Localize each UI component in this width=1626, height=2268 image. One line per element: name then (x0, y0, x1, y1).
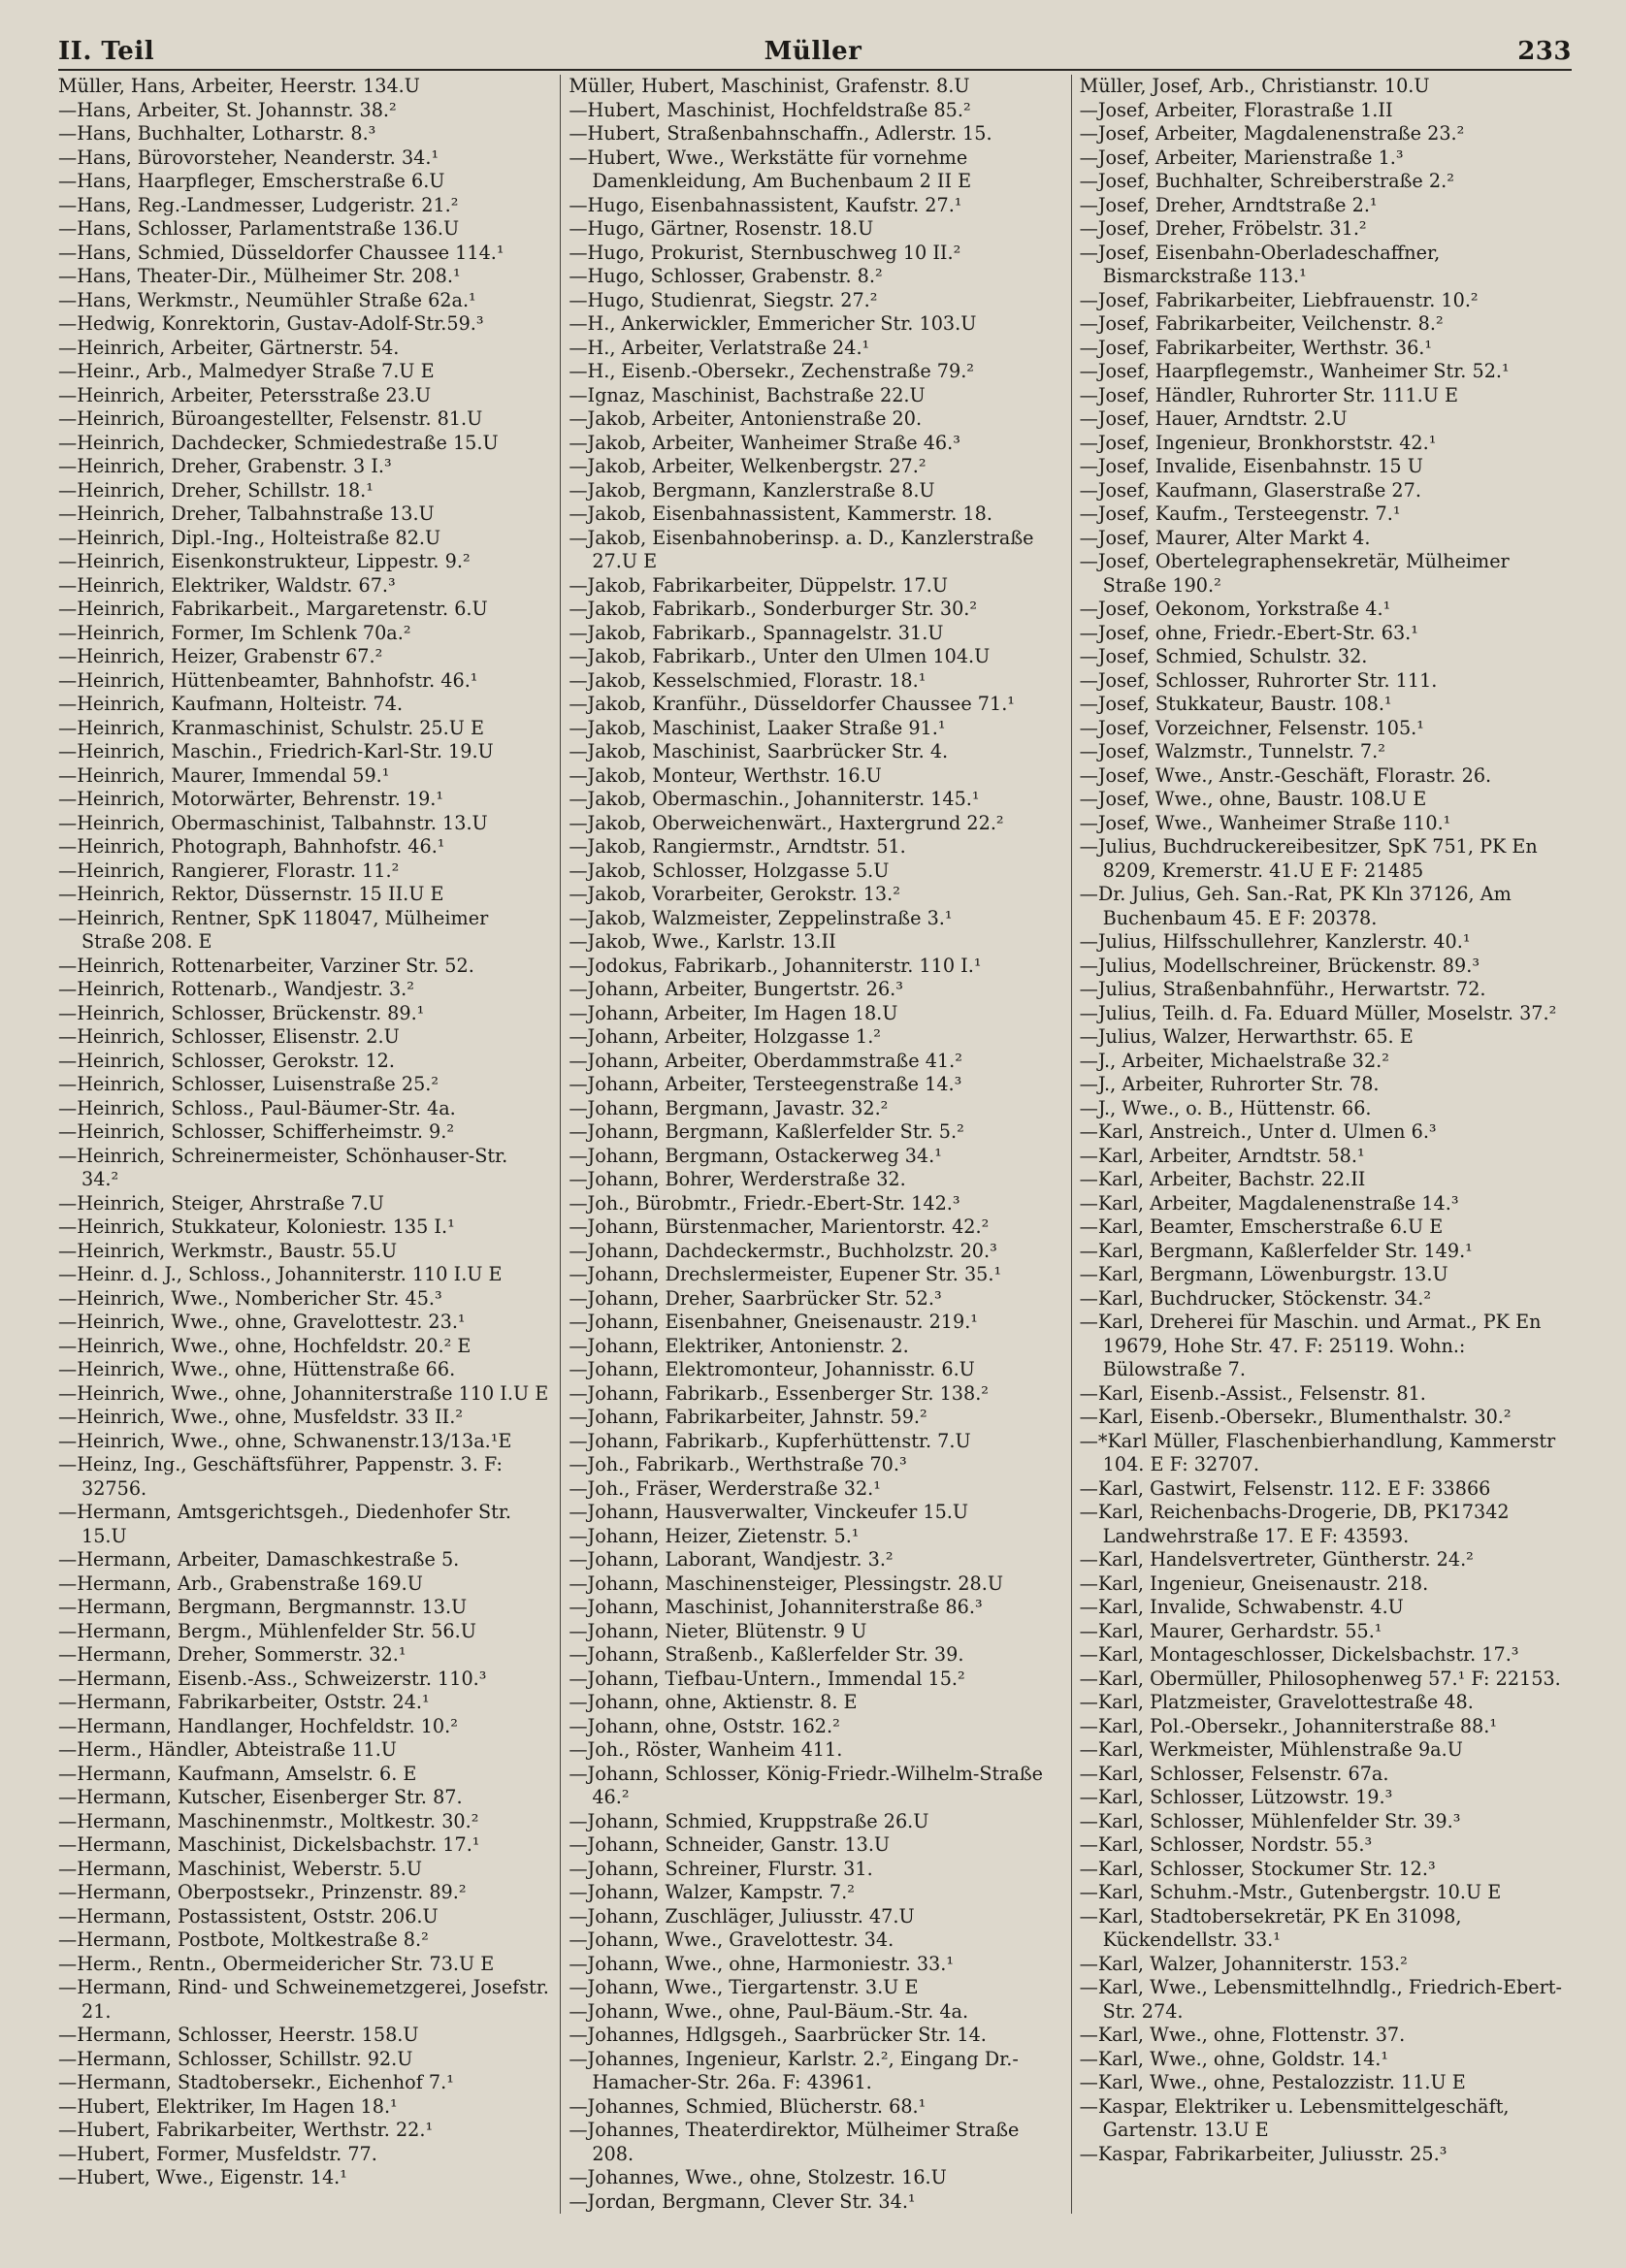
directory-entry: —Jakob, Fabrikarb., Unter den Ulmen 104.U (569, 645, 991, 667)
directory-entry: —Heinrich, Wwe., ohne, Gravelottestr. 23.¹ (58, 1311, 466, 1333)
directory-entry: —Karl, Schlosser, Mühlenfelder Str. 39.³ (1079, 1809, 1461, 1832)
directory-entry: —Heinrich, Wwe., ohne, Johanniterstraße 110 I.U E (58, 1381, 549, 1405)
directory-entry: —Hans, Haarpfleger, Emscherstraße 6.U (58, 170, 445, 192)
directory-entry: —Johann, ohne, Aktienstr. 8. E (569, 1691, 858, 1713)
directory-entry: —Heinrich, Arbeiter, Petersstraße 23.U (58, 383, 432, 406)
directory-entry: —Josef, Ingenieur, Bronkhorststr. 42.¹ (1079, 431, 1437, 454)
directory-entry: —Jakob, Fabrikarb., Sonderburger Str. 30.² (569, 598, 978, 620)
directory-entry: —Heinrich, Wwe., Nombericher Str. 45.³ (58, 1286, 442, 1310)
directory-entry: —Heinrich, Dachdecker, Schmiedestraße 15.U (58, 431, 499, 454)
directory-entry: —Hans, Reg.-Landmesser, Ludgeristr. 21.² (58, 193, 459, 216)
directory-entry: —Heinrich, Dreher, Grabenstr. 3 I.³ (58, 455, 392, 477)
directory-entry: —Karl, Schlosser, Stockumer Str. 12.³ (1079, 1857, 1436, 1880)
directory-entry: —H., Ankerwickler, Emmericher Str. 103.U (569, 312, 977, 335)
directory-entry: —Jakob, Rangiermstr., Arndtstr. 51. (569, 835, 906, 858)
directory-entry: —Johann, Wwe., Gravelottestr. 34. (569, 1928, 894, 1951)
directory-entry: —Hugo, Schlosser, Grabenstr. 8.² (569, 265, 883, 287)
directory-entry: —Johann, Fabrikarb., Essenberger Str. 138.² (569, 1381, 989, 1405)
directory-entry: —Karl, Schlosser, Nordstr. 55.³ (1079, 1833, 1373, 1856)
directory-entry: —Karl, Stadtobersekretär, PK En 31098, Kückendellstr. 33.¹ (1079, 1904, 1462, 1951)
directory-entry: Müller, Hans, Arbeiter, Heerstr. 134.U (58, 75, 420, 97)
directory-entry: —Johann, Elektromonteur, Johannisstr. 6.U (569, 1358, 975, 1380)
directory-entry: —Josef, Obertelegraphensekretär, Mülheimer Straße 190.² (1079, 550, 1510, 597)
column-right (1071, 75, 1572, 2214)
directory-entry: —Johann, Fabrikarb., Kupferhüttenstr. 7.U (569, 1429, 971, 1452)
directory-entry: —Hermann, Fabrikarbeiter, Oststr. 24.¹ (58, 1691, 430, 1713)
directory-entry: —Karl, Bergmann, Löwenburgstr. 13.U (1079, 1263, 1448, 1285)
directory-entry: —Josef, Fabrikarbeiter, Liebfrauenstr. 10.² (1079, 288, 1479, 311)
directory-entry: —Josef, Arbeiter, Marienstraße 1.³ (1079, 146, 1404, 169)
directory-entry: —Johann, Maschinist, Johanniterstraße 86.³ (569, 1596, 983, 1618)
directory-entry: —Hans, Arbeiter, St. Johannstr. 38.² (58, 98, 397, 121)
directory-entry: —Heinrich, Kranmaschinist, Schulstr. 25.U E (58, 716, 485, 739)
directory-entry: —Hermann, Arbeiter, Damaschkestraße 5. (58, 1548, 460, 1571)
directory-entry: —Heinz, Ing., Geschäftsführer, Pappenstr. 3. F: 32756. (58, 1453, 504, 1500)
directory-entry: —Johann, Drechslermeister, Eupener Str. 35.¹ (569, 1263, 1002, 1285)
directory-entry: —Heinrich, Schlosser, Schifferheimstr. 9.² (58, 1120, 455, 1143)
directory-entry: —Josef, Händler, Ruhrorter Str. 111.U E (1079, 383, 1458, 406)
directory-entry: —Heinrich, Schlosser, Elisenstr. 2.U (58, 1025, 400, 1048)
directory-entry: —Hermann, Kaufmann, Amselstr. 6. E (58, 1762, 417, 1785)
directory-entry: —Heinrich, Schlosser, Gerokstr. 12. (58, 1049, 395, 1072)
directory-entry: —Karl, Obermüller, Philosophenweg 57.¹ F: 22153. (1079, 1667, 1561, 1690)
directory-entry: —Josef, Dreher, Fröbelstr. 31.² (1079, 217, 1367, 240)
directory-entry: —Heinr. d. J., Schloss., Johanniterstr. 110 I.U E (58, 1263, 503, 1285)
directory-entry: —Heinrich, Wwe., ohne, Hochfeldstr. 20.² E (58, 1334, 472, 1357)
directory-entry: —Karl, Werkmeister, Mühlenstraße 9a.U (1079, 1738, 1463, 1761)
directory-entry: —Heinrich, Motorwärter, Behrenstr. 19.¹ (58, 788, 444, 810)
directory-entry: —J., Wwe., o. B., Hüttenstr. 66. (1079, 1096, 1372, 1119)
directory-entry: —Hubert, Straßenbahnschaffn., Adlerstr. 15. (569, 122, 992, 145)
directory-entry: —Heinrich, Eisenkonstrukteur, Lippestr. 9.² (58, 550, 471, 572)
directory-entry: —Hermann, Dreher, Sommerstr. 32.¹ (58, 1643, 406, 1666)
directory-entry: —Johann, Wwe., ohne, Paul-Bäum.-Str. 4a. (569, 1999, 969, 2023)
directory-entry: —Hermann, Handlanger, Hochfeldstr. 10.² (58, 1714, 458, 1737)
directory-entry: —Karl, Eisenb.-Assist., Felsenstr. 81. (1079, 1381, 1426, 1405)
directory-entry: —Hubert, Fabrikarbeiter, Werthstr. 22.¹ (58, 2119, 434, 2141)
directory-entry: —Heinrich, Schlosser, Brückenstr. 89.¹ (58, 1001, 425, 1024)
directory-entry: —Hermann, Rind- und Schweinemetzgerei, Josefstr. 21. (58, 1976, 549, 2023)
directory-entry: —Karl, Schlosser, Lützowstr. 19.³ (1079, 1786, 1393, 1808)
column-middle (560, 75, 1060, 2214)
page-title: Müller (764, 37, 862, 66)
column-left (58, 75, 550, 2214)
directory-entry: —Josef, Schmied, Schulstr. 32. (1079, 645, 1368, 667)
directory-entry: —Johann, Schlosser, König-Friedr.-Wilhelm-Straße 46.² (569, 1762, 1044, 1808)
directory-entry: —Heinrich, Werkmstr., Baustr. 55.U (58, 1239, 398, 1262)
directory-entry: —Karl, Arbeiter, Magdalenenstraße 14.³ (1079, 1191, 1459, 1215)
directory-entry: —Herm., Händler, Abteistraße 11.U (58, 1738, 397, 1761)
directory-entry: —Karl, Platzmeister, Gravelottestraße 48. (1079, 1691, 1474, 1713)
directory-entry: —Jakob, Oberweichenwärt., Haxtergrund 22.² (569, 811, 1004, 834)
directory-entry: —Karl, Wwe., Lebensmittelhndlg., Friedrich-Ebert-Str. 274. (1079, 1976, 1562, 2023)
directory-entry: —Johann, Bergmann, Javastr. 32.² (569, 1096, 889, 1119)
page-number: 233 (1517, 37, 1572, 66)
directory-entry: —Johann, Schneider, Ganstr. 13.U (569, 1833, 891, 1856)
directory-entry: —Johann, Nieter, Blütenstr. 9 U (569, 1619, 867, 1642)
directory-entry: —Karl, Wwe., ohne, Flottenstr. 37. (1079, 2024, 1406, 2046)
directory-entry: —Hermann, Stadtobersekr., Eichenhof 7.¹ (58, 2071, 454, 2093)
directory-entry: —Johann, Fabrikarbeiter, Jahnstr. 59.² (569, 1406, 927, 1428)
directory-entry: —Karl, Arbeiter, Arndtstr. 58.¹ (1079, 1144, 1365, 1167)
directory-entry: —Jakob, Arbeiter, Antonienstraße 20. (569, 407, 923, 430)
directory-entry: —Johann, Laborant, Wandjestr. 3.² (569, 1548, 894, 1571)
directory-entry: —Johann, Maschinensteiger, Plessingstr. 28.U (569, 1571, 1004, 1595)
directory-entry: —Johann, Wwe., ohne, Harmoniestr. 33.¹ (569, 1952, 955, 1975)
directory-entry: —Herm., Rentn., Obermeidericher Str. 73.U E (58, 1952, 495, 1975)
directory-entry: —Karl, Reichenbachs-Drogerie, DB, PK17342 Landwehrstraße 17. E F: 43593. (1079, 1501, 1510, 1547)
directory-entry: —Karl, Maurer, Gerhardstr. 55.¹ (1079, 1619, 1382, 1642)
directory-entry: —Karl, Invalide, Schwabenstr. 4.U (1079, 1596, 1404, 1618)
directory-entry: —Jakob, Walzmeister, Zeppelinstraße 3.¹ (569, 906, 953, 929)
directory-entry: —Heinrich, Dreher, Talbahnstraße 13.U (58, 502, 435, 525)
directory-entry: —Jakob, Eisenbahnoberinsp. a. D., Kanzlerstraße 27.U E (569, 526, 1034, 572)
directory-entry: —Heinrich, Former, Im Schlenk 70a.² (58, 621, 411, 644)
directory-entry: —Ignaz, Maschinist, Bachstraße 22.U (569, 383, 926, 406)
directory-entry: —Karl, Dreherei für Maschin. und Armat., PK En 19679, Hohe Str. 47. F: 25119. Wohn.: Bülowstraße 7. (1079, 1311, 1542, 1380)
directory-entry: —Karl, Handelsvertreter, Güntherstr. 24.² (1079, 1548, 1474, 1571)
directory-entry: —Johann, Arbeiter, Oberdammstraße 41.² (569, 1049, 962, 1072)
directory-entry: —Josef, Arbeiter, Florastraße 1.II (1079, 98, 1393, 121)
directory-entry: —Hugo, Prokurist, Sternbuschweg 10 II.² (569, 241, 961, 264)
directory-entry: —*Karl Müller, Flaschenbierhandlung, Kammerstr 104. E F: 32707. (1079, 1429, 1556, 1475)
directory-entry: —Heinrich, Rektor, Düssernstr. 15 II.U E (58, 883, 444, 905)
directory-entry: —Jakob, Arbeiter, Welkenbergstr. 27.² (569, 455, 927, 477)
directory-entry: —Karl, Wwe., ohne, Pestalozzistr. 11.U E (1079, 2071, 1466, 2093)
directory-entry: —Hans, Werkmstr., Neumühler Straße 62a.¹ (58, 288, 476, 311)
directory-entry: —Julius, Walzer, Herwarthstr. 65. E (1079, 1025, 1414, 1048)
directory-entry: —Karl, Anstreich., Unter d. Ulmen 6.³ (1079, 1120, 1437, 1143)
directory-entry: —Johann, Arbeiter, Im Hagen 18.U (569, 1001, 898, 1024)
directory-entry: —Hermann, Schlosser, Schillstr. 92.U (58, 2047, 413, 2070)
directory-entry: —Jakob, Monteur, Werthstr. 16.U (569, 763, 882, 787)
directory-entry: —Heinrich, Rottenarb., Wandjestr. 3.² (58, 978, 414, 1000)
directory-entry: —Heinrich, Stukkateur, Koloniestr. 135 I.¹ (58, 1215, 455, 1238)
directory-entry: —Heinrich, Wwe., ohne, Musfeldstr. 33 II.² (58, 1406, 464, 1428)
directory-entry: —Jakob, Fabrikarb., Spannagelstr. 31.U (569, 621, 944, 644)
directory-entry: —Heinrich, Arbeiter, Gärtnerstr. 54. (58, 336, 400, 359)
directory-entry: —Jakob, Arbeiter, Wanheimer Straße 46.³ (569, 431, 960, 454)
directory-entry: —Jakob, Schlosser, Holzgasse 5.U (569, 859, 890, 882)
directory-entry: —Jakob, Maschinist, Laaker Straße 91.¹ (569, 716, 946, 739)
directory-entry: —Johannes, Theaterdirektor, Mülheimer Straße 208. (569, 2119, 1020, 2165)
directory-entry: —Jakob, Fabrikarbeiter, Düppelstr. 17.U (569, 573, 948, 597)
directory-entry: —Josef, Stukkateur, Baustr. 108.¹ (1079, 693, 1392, 715)
directory-entry: —Kaspar, Fabrikarbeiter, Juliusstr. 25.³ (1079, 2142, 1447, 2165)
directory-entry: —Johannes, Wwe., ohne, Stolzestr. 16.U (569, 2166, 947, 2188)
directory-entry: —Johann, Wwe., Tiergartenstr. 3.U E (569, 1976, 919, 1998)
directory-entry: —Jakob, Vorarbeiter, Gerokstr. 13.² (569, 883, 900, 905)
directory-entry: —Julius, Teilh. d. Fa. Eduard Müller, Moselstr. 37.² (1079, 1001, 1557, 1024)
directory-entry: —Heinrich, Steiger, Ahrstraße 7.U (58, 1191, 384, 1215)
directory-entry: —Heinrich, Schloss., Paul-Bäumer-Str. 4a. (58, 1096, 456, 1119)
directory-entry: —Jakob, Kesselschmied, Florastr. 18.¹ (569, 668, 927, 692)
directory-entry: —Heinrich, Rangierer, Florastr. 11.² (58, 859, 400, 882)
directory-entry: —Josef, Walzmstr., Tunnelstr. 7.² (1079, 740, 1385, 762)
directory-entry: —Karl, Gastwirt, Felsenstr. 112. E F: 33866 (1079, 1476, 1491, 1500)
directory-entry: —Karl, Bergmann, Kaßlerfelder Str. 149.¹ (1079, 1239, 1473, 1262)
directory-entry: —Heinrich, Heizer, Grabenstr 67.² (58, 645, 383, 667)
directory-entry: —Heinrich, Maschin., Friedrich-Karl-Str. 19.U (58, 740, 494, 762)
directory-entry: —Hermann, Bergmann, Bergmannstr. 13.U (58, 1596, 468, 1618)
directory-entry: —Karl, Montageschlosser, Dickelsbachstr. 17.³ (1079, 1643, 1519, 1666)
directory-entry: —Josef, Wwe., Wanheimer Straße 110.¹ (1079, 811, 1451, 834)
directory-entry: —Hermann, Bergm., Mühlenfelder Str. 56.U (58, 1619, 476, 1642)
directory-entry: —Johann, Bürstenmacher, Marientorstr. 42.² (569, 1215, 990, 1238)
entry-columns (58, 75, 1572, 2214)
directory-entry: —Johann, Tiefbau-Untern., Immendal 15.² (569, 1667, 965, 1690)
directory-entry: —Heinrich, Wwe., ohne, Schwanenstr.13/13a.¹E (58, 1429, 512, 1452)
directory-entry: —Johann, Dreher, Saarbrücker Str. 52.³ (569, 1286, 942, 1310)
directory-entry: —Heinrich, Hüttenbeamter, Bahnhofstr. 46.¹ (58, 668, 478, 692)
directory-entry: —Hermann, Schlosser, Heerstr. 158.U (58, 2024, 419, 2046)
directory-entry: —Joh., Röster, Wanheim 411. (569, 1738, 843, 1761)
directory-entry: —Heinrich, Maurer, Immendal 59.¹ (58, 763, 390, 787)
directory-entry: —Hubert, Elektriker, Im Hagen 18.¹ (58, 2094, 398, 2118)
directory-entry: —Karl, Ingenieur, Gneisenaustr. 218. (1079, 1571, 1429, 1595)
directory-entry: —Josef, Invalide, Eisenbahnstr. 15 U (1079, 455, 1423, 477)
directory-entry: —Johann, Straßenb., Kaßlerfelder Str. 39. (569, 1643, 964, 1666)
directory-entry: —Hermann, Eisenb.-Ass., Schweizerstr. 110.³ (58, 1667, 487, 1690)
directory-entry: —Heinrich, Elektriker, Waldstr. 67.³ (58, 573, 396, 597)
directory-entry: —Johann, Hausverwalter, Vinckeufer 15.U (569, 1501, 969, 1523)
directory-entry: —Johann, Dachdeckermstr., Buchholzstr. 20.³ (569, 1239, 997, 1262)
directory-entry: —Joh., Fabrikarb., Werthstraße 70.³ (569, 1453, 907, 1475)
directory-entry: —Hans, Bürovorsteher, Neanderstr. 34.¹ (58, 146, 439, 169)
directory-entry: —Karl, Eisenb.-Obersekr., Blumenthalstr. 30.² (1079, 1406, 1512, 1428)
directory-entry: —Kaspar, Elektriker u. Lebensmittelgeschäft, Gartenstr. 13.U E (1079, 2094, 1510, 2141)
directory-entry: —Johann, Eisenbahner, Gneisenaustr. 219.¹ (569, 1311, 978, 1333)
directory-entry: —Josef, Eisenbahn-Oberladeschaffner, Bismarckstraße 113.¹ (1079, 241, 1441, 287)
directory-entry: —Josef, Haarpflegemstr., Wanheimer Str. 52.¹ (1079, 360, 1510, 382)
directory-entry: —Hermann, Maschinist, Weberstr. 5.U (58, 1857, 423, 1880)
directory-entry: —Hubert, Wwe., Werkstätte für vornehme Damenkleidung, Am Buchenbaum 2 II E (569, 146, 972, 192)
directory-entry: —Josef, Schlosser, Ruhrorter Str. 111. (1079, 668, 1438, 692)
directory-entry: —Johann, Bergmann, Ostackerweg 34.¹ (569, 1144, 942, 1167)
directory-entry: —Julius, Straßenbahnführ., Herwartstr. 72. (1079, 978, 1486, 1000)
directory-entry: —Hermann, Postbote, Moltkestraße 8.² (58, 1928, 429, 1951)
directory-entry: —Hubert, Wwe., Eigenstr. 14.¹ (58, 2166, 347, 2188)
directory-entry: —Hans, Theater-Dir., Mülheimer Str. 208.¹ (58, 265, 461, 287)
directory-entry: —Josef, Wwe., ohne, Baustr. 108.U E (1079, 788, 1427, 810)
directory-entry: —Heinrich, Kaufmann, Holteistr. 74. (58, 693, 404, 715)
directory-entry: —Josef, Fabrikarbeiter, Werthstr. 36.¹ (1079, 336, 1433, 359)
directory-entry: —Josef, Dreher, Arndtstraße 2.¹ (1079, 193, 1378, 216)
directory-entry: —Johann, ohne, Oststr. 162.² (569, 1714, 840, 1737)
directory-entry: —Josef, Buchhalter, Schreiberstraße 2.² (1079, 170, 1454, 192)
directory-entry: —Johann, Schreiner, Flurstr. 31. (569, 1857, 873, 1880)
directory-entry: —Josef, ohne, Friedr.-Ebert-Str. 63.¹ (1079, 621, 1418, 644)
directory-entry: —Johann, Bergmann, Kaßlerfelder Str. 5.² (569, 1120, 964, 1143)
directory-entry: —Julius, Modellschreiner, Brückenstr. 89.³ (1079, 954, 1480, 977)
directory-entry: —Karl, Arbeiter, Bachstr. 22.II (1079, 1168, 1366, 1190)
page-header (58, 37, 1572, 71)
section-label: II. Teil (58, 37, 155, 66)
directory-entry: —Jakob, Maschinist, Saarbrücker Str. 4. (569, 740, 949, 762)
directory-entry: —Hermann, Postassistent, Oststr. 206.U (58, 1904, 439, 1928)
directory-entry: —Johann, Heizer, Zietenstr. 5.¹ (569, 1524, 860, 1547)
directory-entry: —Julius, Hilfsschullehrer, Kanzlerstr. 40.¹ (1079, 930, 1471, 953)
directory-entry: —Josef, Fabrikarbeiter, Veilchenstr. 8.² (1079, 312, 1444, 335)
directory-entry: —Jakob, Wwe., Karlstr. 13.II (569, 930, 836, 953)
directory-entry: —Karl, Wwe., ohne, Goldstr. 14.¹ (1079, 2047, 1389, 2070)
directory-entry: —Karl, Buchdrucker, Stöckenstr. 34.² (1079, 1286, 1432, 1310)
directory-entry: —Josef, Kaufmann, Glaserstraße 27. (1079, 478, 1421, 502)
directory-entry: —Johann, Elektriker, Antonienstr. 2. (569, 1334, 909, 1357)
directory-entry: —Hugo, Gärtner, Rosenstr. 18.U (569, 217, 874, 240)
directory-entry: —Josef, Wwe., Anstr.-Geschäft, Florastr. 26. (1079, 763, 1492, 787)
directory-entry: —Jakob, Bergmann, Kanzlerstraße 8.U (569, 478, 935, 502)
directory-entry: —H., Eisenb.-Obersekr., Zechenstraße 79.² (569, 360, 974, 382)
directory-entry: —Karl, Beamter, Emscherstraße 6.U E (1079, 1215, 1444, 1238)
directory-entry: —Hermann, Oberpostsekr., Prinzenstr. 89.² (58, 1881, 467, 1903)
directory-entry: —Johannes, Hdlgsgeh., Saarbrücker Str. 14. (569, 2024, 987, 2046)
directory-entry: —Jordan, Bergmann, Clever Str. 34.¹ (569, 2189, 916, 2213)
directory-entry: —Karl, Schlosser, Felsenstr. 67a. (1079, 1762, 1389, 1785)
directory-entry: —Jakob, Eisenbahnassistent, Kammerstr. 18. (569, 502, 992, 525)
directory-entry: —Heinrich, Photograph, Bahnhofstr. 46.¹ (58, 835, 445, 858)
directory-entry: —Karl, Schuhm.-Mstr., Gutenbergstr. 10.U E (1079, 1881, 1502, 1903)
directory-entry: —Johann, Walzer, Kampstr. 7.² (569, 1881, 855, 1903)
directory-entry: —Johann, Arbeiter, Tersteegenstraße 14.³ (569, 1073, 962, 1095)
directory-entry: —Hugo, Eisenbahnassistent, Kaufstr. 27.¹ (569, 193, 962, 216)
directory-entry: —Heinrich, Rottenarbeiter, Varziner Str. 52. (58, 954, 474, 977)
directory-entry: —Jakob, Obermaschin., Johanniterstr. 145.¹ (569, 788, 980, 810)
directory-entry: Müller, Hubert, Maschinist, Grafenstr. 8.U (569, 75, 970, 97)
directory-entry: —Dr. Julius, Geh. San.-Rat, PK Kln 37126, Am Buchenbaum 45. E F: 20378. (1079, 883, 1512, 929)
directory-entry: —Jodokus, Fabrikarb., Johanniterstr. 110 I.¹ (569, 954, 982, 977)
directory-entry: —Jakob, Kranführ., Düsseldorfer Chaussee 71.¹ (569, 693, 1015, 715)
directory-entry: —Hermann, Arb., Grabenstraße 169.U (58, 1571, 423, 1595)
directory-entry: —Johann, Bohrer, Werderstraße 32. (569, 1168, 906, 1190)
directory-entry: —Hedwig, Konrektorin, Gustav-Adolf-Str.59.³ (58, 312, 484, 335)
directory-entry: —Heinrich, Wwe., ohne, Hüttenstraße 66. (58, 1358, 456, 1380)
directory-entry: —Johann, Schmied, Kruppstraße 26.U (569, 1809, 929, 1832)
directory-entry: —Josef, Maurer, Alter Markt 4. (1079, 526, 1371, 549)
directory-entry: —Heinrich, Fabrikarbeit., Margaretenstr. 6.U (58, 598, 488, 620)
directory-entry: —Josef, Arbeiter, Magdalenenstraße 23.² (1079, 122, 1465, 145)
directory-entry: —Johann, Arbeiter, Holzgasse 1.² (569, 1025, 881, 1048)
directory-entry: —Hubert, Maschinist, Hochfeldstraße 85.² (569, 98, 971, 121)
directory-entry: —Josef, Vorzeichner, Felsenstr. 105.¹ (1079, 716, 1424, 739)
directory-entry: —Heinr., Arb., Malmedyer Straße 7.U E (58, 360, 435, 382)
directory-entry: —Hugo, Studienrat, Siegstr. 27.² (569, 288, 878, 311)
directory-entry: —Hermann, Amtsgerichtsgeh., Diedenhofer Str. 15.U (58, 1501, 512, 1547)
directory-entry: —Hermann, Maschinist, Dickelsbachstr. 17.¹ (58, 1833, 480, 1856)
directory-entry: —Karl, Pol.-Obersekr., Johanniterstraße 88.¹ (1079, 1714, 1498, 1737)
directory-entry: —Julius, Buchdruckereibesitzer, SpK 751, PK En 8209, Kremerstr. 41.U E F: 21485 (1079, 835, 1538, 882)
directory-entry: —Josef, Hauer, Arndtstr. 2.U (1079, 407, 1348, 430)
directory-entry: —Johannes, Ingenieur, Karlstr. 2.², Eingang Dr.-Hamacher-Str. 26a. F: 43961. (569, 2047, 1019, 2093)
directory-entry: —Hermann, Kutscher, Eisenberger Str. 87. (58, 1786, 463, 1808)
directory-entry: —J., Arbeiter, Michaelstraße 32.² (1079, 1049, 1389, 1072)
directory-entry: —Heinrich, Schreinermeister, Schönhauser-Str. 34.² (58, 1144, 508, 1190)
directory-entry: —H., Arbeiter, Verlatstraße 24.¹ (569, 336, 870, 359)
directory-entry: —Hermann, Maschinenmstr., Moltkestr. 30.² (58, 1809, 479, 1832)
directory-entry: —Hans, Schmied, Düsseldorfer Chaussee 114.¹ (58, 241, 504, 264)
directory-entry: —Heinrich, Dreher, Schillstr. 18.¹ (58, 478, 374, 502)
directory-entry: —Johann, Zuschläger, Juliusstr. 47.U (569, 1904, 915, 1928)
directory-entry: —Josef, Oekonom, Yorkstraße 4.¹ (1079, 598, 1391, 620)
directory-entry: —J., Arbeiter, Ruhrorter Str. 78. (1079, 1073, 1380, 1095)
directory-entry: Müller, Josef, Arb., Christianstr. 10.U (1079, 75, 1430, 97)
directory-entry: —Joh., Fräser, Werderstraße 32.¹ (569, 1476, 881, 1500)
directory-entry: —Hans, Schlosser, Parlamentstraße 136.U (58, 217, 460, 240)
directory-entry: —Johannes, Schmied, Blücherstr. 68.¹ (569, 2094, 927, 2118)
directory-entry: —Heinrich, Büroangestellter, Felsenstr. 81.U (58, 407, 483, 430)
directory-entry: —Joh., Bürobmtr., Friedr.-Ebert-Str. 142.³ (569, 1191, 960, 1215)
directory-entry: —Karl, Walzer, Johanniterstr. 153.² (1079, 1952, 1408, 1975)
directory-entry: —Heinrich, Schlosser, Luisenstraße 25.² (58, 1073, 439, 1095)
directory-entry: —Heinrich, Obermaschinist, Talbahnstr. 13.U (58, 811, 488, 834)
directory-entry: —Hubert, Former, Musfeldstr. 77. (58, 2142, 377, 2165)
directory-entry: —Josef, Kaufm., Tersteegenstr. 7.¹ (1079, 502, 1401, 525)
directory-entry: —Johann, Arbeiter, Bungertstr. 26.³ (569, 978, 903, 1000)
directory-entry: —Heinrich, Dipl.-Ing., Holteistraße 82.U (58, 526, 441, 549)
directory-entry: —Hans, Buchhalter, Lotharstr. 8.³ (58, 122, 376, 145)
directory-entry: —Heinrich, Rentner, SpK 118047, Mülheimer Straße 208. E (58, 906, 489, 953)
